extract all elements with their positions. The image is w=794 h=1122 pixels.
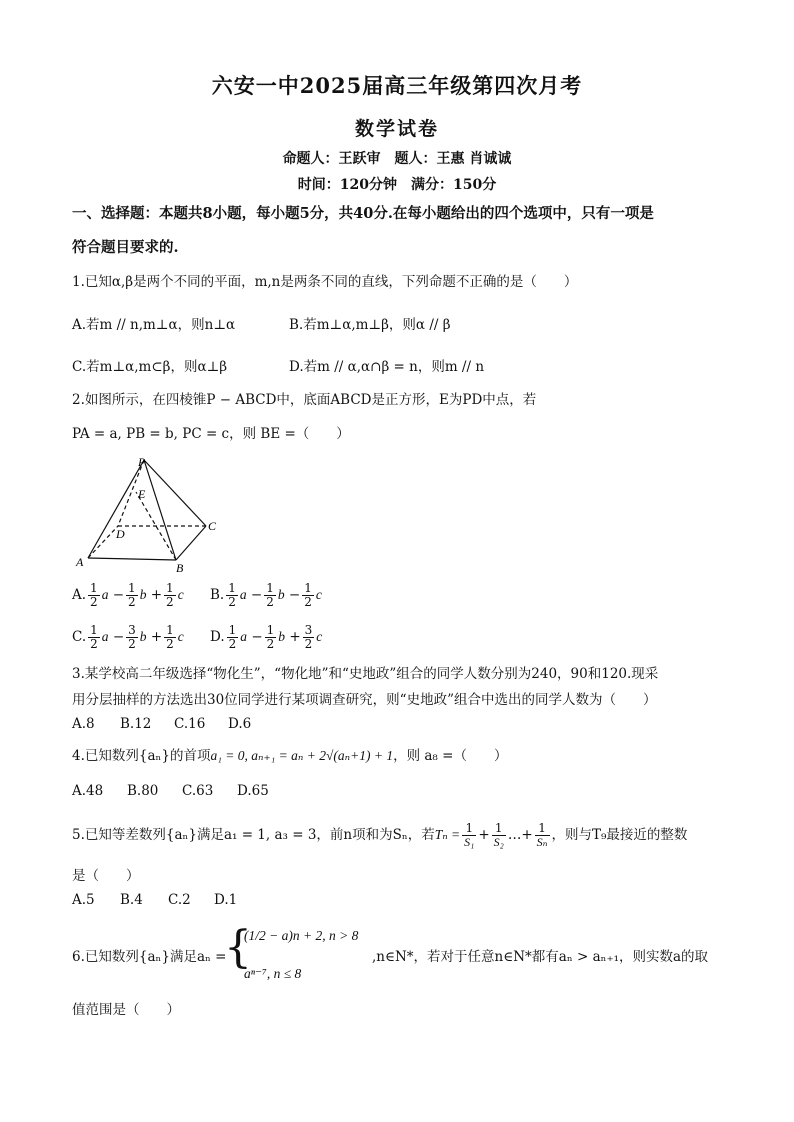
section-heading-line2: 符合题目要求的. — [72, 239, 179, 256]
label-e: E — [138, 487, 146, 501]
q5-stem-line2: 是（ ） — [72, 868, 140, 884]
q3-option-a: A.8 — [72, 716, 95, 732]
q6-case2: aⁿ⁻⁷, n ≤ 8 — [244, 966, 302, 981]
exam-time-score: 时间：120分钟 满分：150分 — [297, 177, 497, 193]
q5-option-a: A.5 — [72, 892, 95, 908]
q4-option-d: D.65 — [237, 783, 269, 799]
q3-option-b: B.12 — [120, 716, 152, 732]
label-c: C — [208, 519, 217, 533]
q2-option-c: C. $\frac{1}{2}$ a − $\frac{3}{2}$ b + $\frac{1}{2}$ c — [72, 623, 184, 651]
q3-option-d: D.6 — [228, 716, 252, 732]
q3-option-c: C.16 — [174, 716, 206, 732]
q5-option-c: C.2 — [168, 892, 191, 908]
exam-subtitle: 数学试卷 — [354, 118, 439, 140]
q2-stem-line2: PA = a, PB = b, PC = c，则 BE =（ ） — [72, 426, 350, 442]
q6-stem-line2: 值范围是（ ） — [72, 1002, 180, 1018]
piecewise-brace: { — [224, 922, 252, 973]
label-d: D — [116, 527, 125, 541]
q2-option-a: A. $\frac{1}{2}$ a − $\frac{1}{2}$ b + $\frac{1}{2}$ c — [72, 581, 184, 609]
q6-stem-pre: 6.已知数列{aₙ}满足aₙ = — [72, 949, 227, 965]
q2-stem-line1: 2.如图所示，在四棱锥P − ABCD中，底面ABCD是正方形，E为PD中点，若 — [72, 392, 537, 408]
q1-stem: 1.已知α,β是两个不同的平面，m,n是两条不同的直线，下列命题不正确的是（ ） — [72, 274, 578, 290]
q1-option-c: C.若m⊥α,m⊂β，则α⊥β — [72, 359, 228, 375]
q1-option-b: B.若m⊥α,m⊥β，则α // β — [289, 317, 451, 333]
q5-stem: 5.已知等差数列{aₙ}满足a₁ = 1, a₃ = 3，前n项和为Sₙ，若Tₙ = $\frac{1}{\text{S₁}}$ + $\frac{1}{\text{S₂}}$ …+ $\frac{1}{\text{Sₙ}}$ ，则与T₉最接近的整数 — [72, 821, 688, 849]
q4-option-a: A.48 — [72, 783, 104, 799]
q4-option-b: B.80 — [127, 783, 159, 799]
q5-option-d: D.1 — [214, 892, 238, 908]
q3-stem-line2: 用分层抽样的方法选出30位同学进行某项调查研究，则“史地政”组合中选出的同学人数为（ ） — [72, 692, 657, 708]
q6-case1: (1/2 − a)n + 2, n > 8 — [244, 928, 359, 943]
q2-option-d: D. $\frac{1}{2}$ a − $\frac{1}{2}$ b + $\frac{3}{2}$ c — [210, 623, 323, 651]
exam-authors: 命题人：王跃审 题人：王惠 肖诚诚 — [282, 151, 512, 167]
q1-option-a: A.若m // n,m⊥α，则n⊥α — [72, 317, 236, 333]
q2-option-b: B. $\frac{1}{2}$ a − $\frac{1}{2}$ b − $\frac{1}{2}$ c — [210, 581, 322, 609]
q4-option-c: C.63 — [182, 783, 214, 799]
label-b: B — [176, 561, 184, 575]
label-p: P — [138, 455, 146, 469]
q3-stem-line1: 3.某学校高二年级选择“物化生”，“物化地”和“史地政”组合的同学人数分别为240，90和120.现采 — [72, 666, 659, 682]
q6-stem-post: ,n∈N*，若对于任意n∈N*都有aₙ > aₙ₊₁，则实数a的取 — [372, 949, 709, 965]
section-heading-line1: 一、选择题：本题共8小题，每小题5分，共40分.在每小题给出的四个选项中，只有一项是 — [72, 205, 654, 222]
exam-title: 六安一中2025届高三年级第四次月考 — [211, 73, 583, 98]
label-a: A — [76, 555, 84, 569]
q5-option-b: B.4 — [120, 892, 143, 908]
q1-option-d: D.若m // α,α∩β = n，则m // n — [289, 359, 485, 375]
q4-stem: 4.已知数列{aₙ}的首项a₁ = 0, aₙ₊₁ = aₙ + 2√(aₙ+1) + 1，则 a₈ =（ ） — [72, 748, 508, 764]
pyramid-figure — [72, 452, 232, 576]
